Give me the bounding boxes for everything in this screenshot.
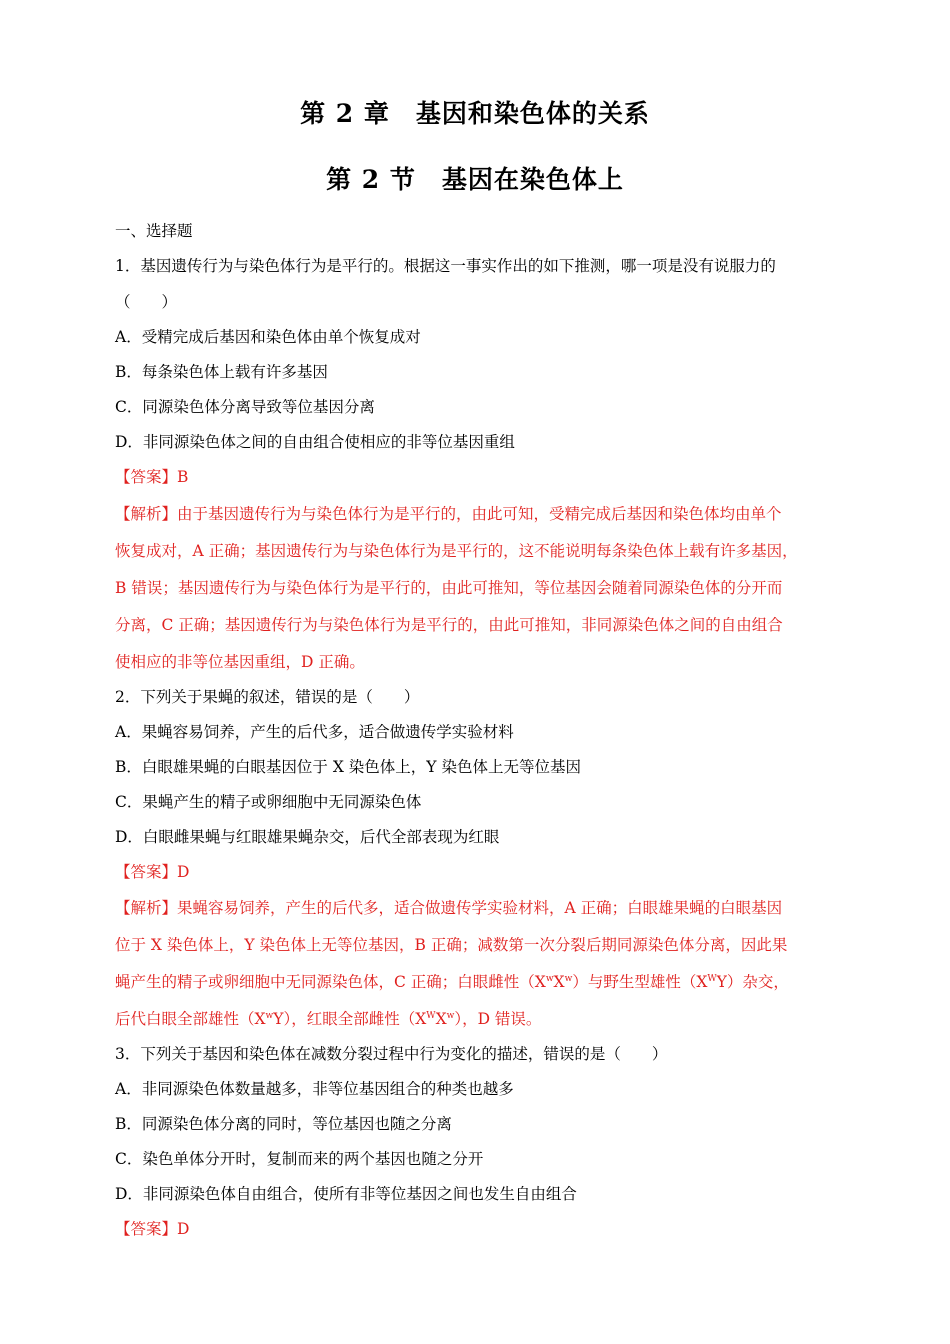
q1-option-a: A．受精完成后基因和染色体由单个恢复成对 (115, 328, 421, 346)
answer-label: 【答案】 (115, 863, 178, 881)
q1-option-b: B．每条染色体上载有许多基因 (115, 363, 328, 381)
superscript: w (564, 973, 573, 984)
answer-value: D (177, 1220, 190, 1238)
answer-label: 【答案】 (115, 1220, 178, 1238)
q2-option-d: D．白眼雌果蝇与红眼雄果蝇杂交，后代全部表现为红眼 (115, 828, 500, 846)
q2-analysis-line-4 (115, 1008, 845, 1030)
superscript: W (707, 973, 717, 984)
analysis-text: ）与野生型雄性（X (572, 973, 708, 991)
analysis-text: 果蝇容易饲养，产生的后代多，适合做遗传学实验材料，A 正确；白眼雄果蝇的白眼基因 (177, 899, 783, 917)
q2-analysis-line-2: 位于 X 染色体上，Y 染色体上无等位基因，B 正确；减数第一次分裂后期同源染色体分离，因此果 (115, 936, 788, 954)
answer-value: B (177, 468, 189, 486)
analysis-text: 由于基因遗传行为与染色体行为是平行的，由此可知，受精完成后基因和染色体均由单个 (177, 505, 782, 523)
q3-option-c: C．染色单体分开时，复制而来的两个基因也随之分开 (115, 1150, 484, 1168)
analysis-text: Y）杂交， (716, 973, 789, 991)
superscript: W (426, 1010, 436, 1021)
analysis-text: ），D 错误。 (454, 1010, 542, 1028)
answer-value: D (177, 863, 190, 881)
q3-option-b: B．同源染色体分离的同时，等位基因也随之分离 (115, 1115, 452, 1133)
analysis-label: 【解析】 (115, 505, 178, 523)
q3-stem: 3．下列关于基因和染色体在减数分裂过程中行为变化的描述，错误的是（ ） (115, 1045, 668, 1063)
q3-answer (115, 1218, 845, 1240)
analysis-label: 【解析】 (115, 899, 178, 917)
analysis-text: X (435, 1010, 447, 1028)
chapter-title: 第 2 章 基因和染色体的关系 (300, 99, 650, 128)
q2-stem: 2．下列关于果蝇的叙述，错误的是（ ） (115, 688, 420, 706)
superscript: w (265, 1010, 274, 1021)
q1-stem: 1．基因遗传行为与染色体行为是平行的。根据这一事实作出的如下推测，哪一项是没有说服力的 (115, 257, 776, 275)
q1-analysis-line-5: 使相应的非等位基因重组，D 正确。 (115, 653, 365, 671)
q1-analysis-line-4: 分离，C 正确；基因遗传行为与染色体行为是平行的，由此可推知，非同源染色体之间的自由组合 (115, 616, 783, 634)
section-heading: 一、选择题 (115, 222, 193, 240)
analysis-text: 后代白眼全部雄性（X (115, 1010, 266, 1028)
analysis-text: 蝇产生的精子或卵细胞中无同源染色体，C 正确；白眼雌性（X (115, 973, 546, 991)
q2-analysis-line-1 (115, 897, 845, 919)
section-title: 第 2 节 基因在染色体上 (326, 165, 624, 194)
q1-analysis-line-3: B 错误；基因遗传行为与染色体行为是平行的，由此可推知，等位基因会随着同源染色体的分开而 (115, 579, 783, 597)
q1-analysis-line-1 (115, 503, 845, 525)
q2-option-b: B．白眼雄果蝇的白眼基因位于 X 染色体上，Y 染色体上无等位基因 (115, 758, 581, 776)
q3-option-d: D．非同源染色体自由组合，使所有非等位基因之间也发生自由组合 (115, 1185, 577, 1203)
superscript: w (545, 973, 554, 984)
q2-answer (115, 861, 845, 883)
q1-option-c: C．同源染色体分离导致等位基因分离 (115, 398, 375, 416)
answer-label: 【答案】 (115, 468, 178, 486)
q2-analysis-line-3 (115, 971, 845, 993)
superscript: w (446, 1010, 455, 1021)
analysis-text: X (553, 973, 565, 991)
q1-option-d: D．非同源染色体之间的自由组合使相应的非等位基因重组 (115, 433, 515, 451)
q3-option-a: A．非同源染色体数量越多，非等位基因组合的种类也越多 (115, 1080, 514, 1098)
analysis-text: Y），红眼全部雌性（X (273, 1010, 427, 1028)
q2-option-a: A．果蝇容易饲养，产生的后代多，适合做遗传学实验材料 (115, 723, 514, 741)
q1-paren: （ ） (115, 293, 178, 311)
q1-answer (115, 466, 845, 488)
q1-analysis-line-2: 恢复成对，A 正确；基因遗传行为与染色体行为是平行的，这不能说明每条染色体上载有许多基因， (115, 542, 798, 560)
q2-option-c: C．果蝇产生的精子或卵细胞中无同源染色体 (115, 793, 422, 811)
